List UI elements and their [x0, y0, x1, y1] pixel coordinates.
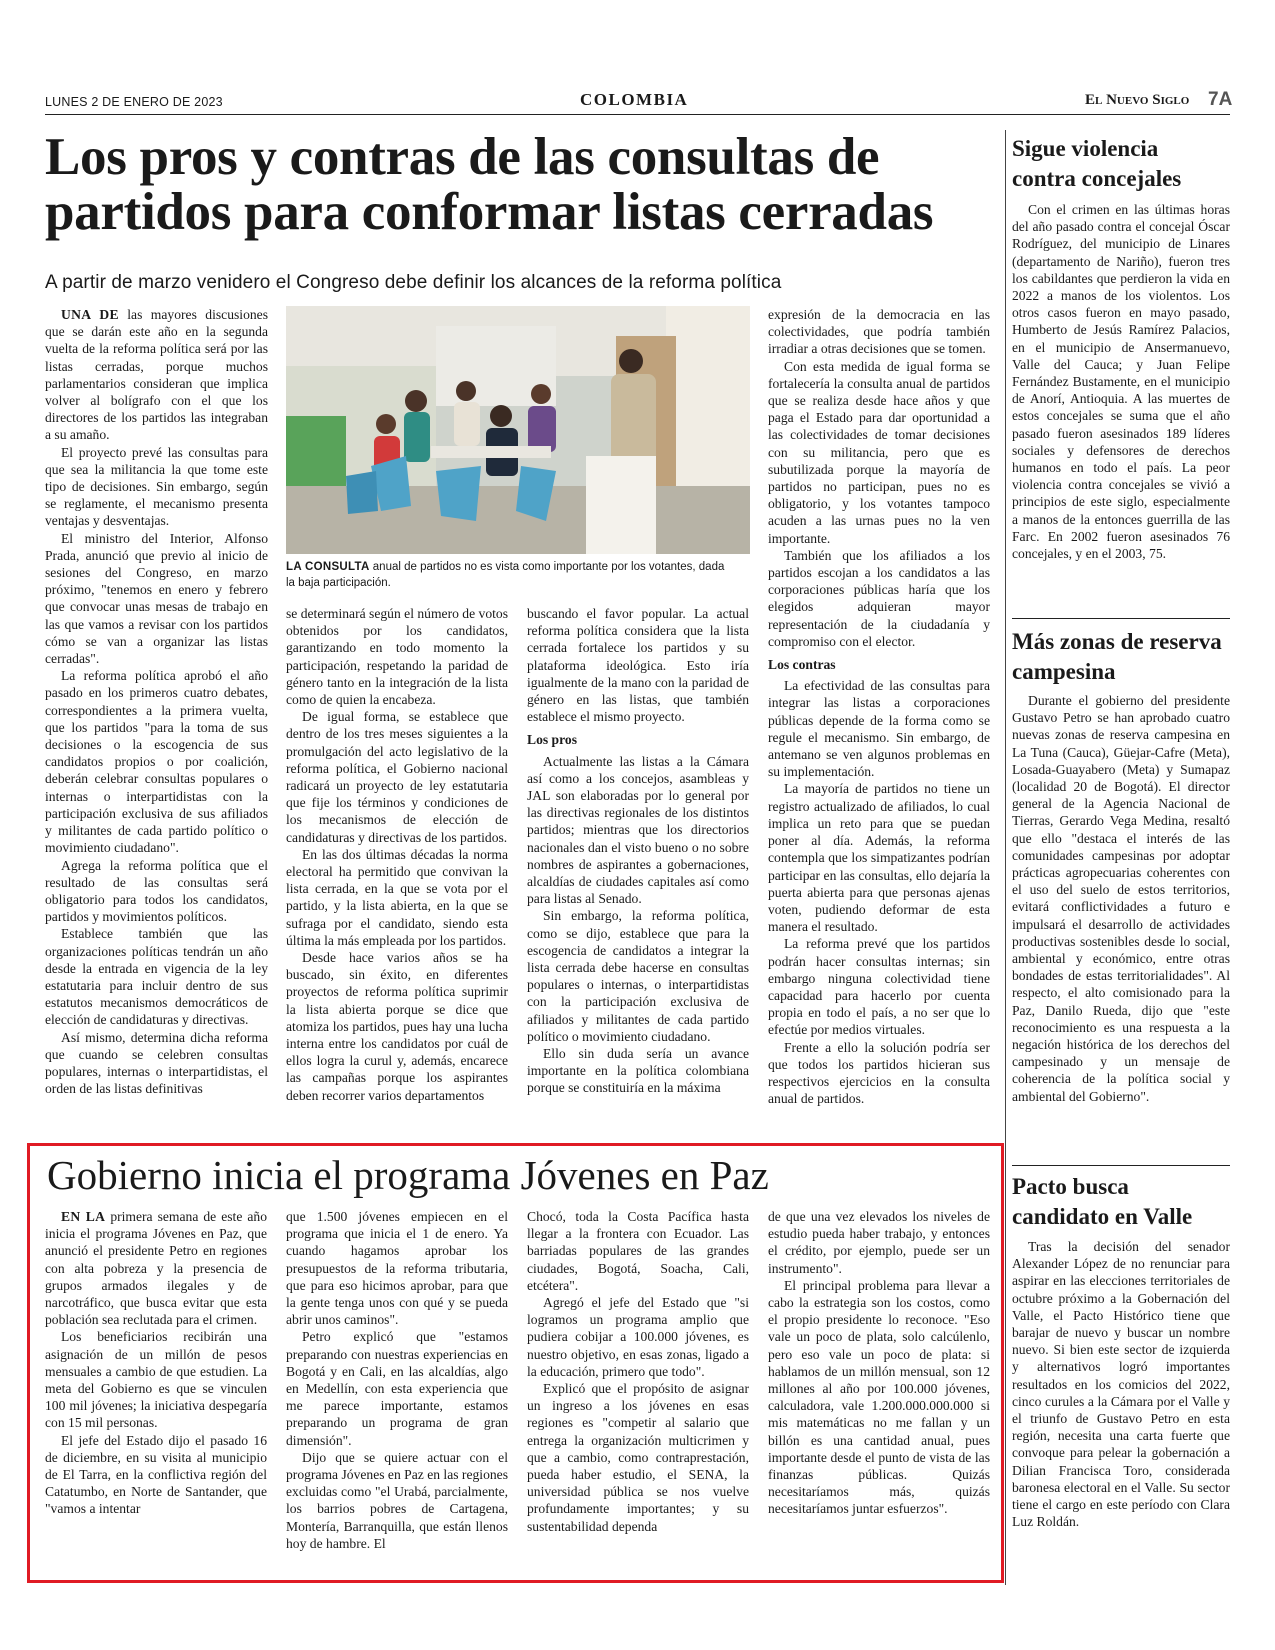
caption-lead: LA CONSULTA [286, 561, 370, 573]
article-paragraph [768, 935, 990, 1038]
article-paragraph [45, 530, 268, 668]
paragraph-text: se determinará según el número de votos obtenidos por los candidatos, garantizando en todo momento la participación, respetando la paridad de género tanto en la integración de la lista como de quien la encabeza. [286, 606, 508, 708]
paragraph-text: Así mismo, determina dicha reforma que cuando se celebren consultas populares, internas o interpartidistas, el orden de las listas definitivas [45, 1029, 268, 1097]
paragraph-text: Actualmente las listas a la Cámara así como a los concejos, asambleas y JAL son elaboradas por lo general por las directivas regionales de los distintos partidos; mientras que los directorios nacionales dan el visto bueno o no sobre nombres de aspirantes a gobernaciones, alcaldías de ciudades capitales así como para listas al Senado. [527, 753, 749, 907]
article-paragraph [45, 1432, 267, 1518]
article-paragraph [286, 949, 508, 1104]
paragraph-text: buscando el favor popular. La actual reforma política considera que la lista cerrada fortalece los partidos y su plataforma ideológica. Esto iría igualmente de la mano con la paridad de género en las listas, que también establece el mismo proyecto. [527, 606, 749, 725]
main-column-2 [286, 605, 508, 1135]
paragraph-text: Los beneficiarios recibirán una asignación de un millón de pesos mensuales a cambio de que estudien. La meta del Gobierno es que se vinculen 100 mil jóvenes; la iniciativa despegaría con 15 mil personas. [45, 1329, 267, 1431]
polling-station-photo [286, 306, 750, 554]
subheading: Los contras [768, 657, 836, 673]
sidebar-divider-2 [1012, 1165, 1230, 1166]
paragraph-text: de que una vez elevados los niveles de estudio pueda haber trabajo, y entonces el crédito, por ejemplo, puede ser un instrumento". [768, 1209, 990, 1276]
paragraph-text: las mayores discusiones que se darán este año en la segunda vuelta de la reforma política será por las listas cerradas, porque muchos parlamentarios consideran que implica volver al bolígrafo con el que los directores de los partidos las integraban a su amaño. [45, 307, 268, 443]
paragraph-text: Dijo que se quiere actuar con el programa Jóvenes en Paz en las regiones excluidas como "el Urabá, parcialmente, los barrios pobres de Cartagena, Montería, Barranquilla, que están llenos hoy de hambre. El [286, 1449, 508, 1551]
article-paragraph [768, 1277, 990, 1518]
sidebar-divider-1 [1012, 618, 1230, 619]
article-paragraph [286, 1328, 508, 1448]
paragraph-text: La reforma política aprobó el año pasado en los primeros cuatro debates, correspondientes a la primera vuelta, que los partidos "para la toma de sus decisiones o la escogencia de sus candidatos propios o por coalición, deberán celebrar consultas populares o internas o interpartidistas con la participación exclusiva de sus afiliados y militantes de cada partido político o movimiento ciudadano". [45, 668, 268, 856]
sidebar-paragraph-2: Durante el gobierno del presidente Gustavo Petro se han aprobado cuatro nuevas zonas de reserva campesina en La Tuna (Cauca), Güejar-Cafre (Meta), Losada-Guayabero (Meta) y Sumapaz (localidad 20 de Bogotá). El director general de la Agencia Nacional de Tierras, Gerardo Vega Medina, resaltó que ello "destaca el interés de las comunidades campesinas por adoptar prácticas agropecuarias coherentes con el uso del suelo de estos territorios, evitará conflictividades a futuro e impulsará el desarrollo de actividades productivas sostenibles desde lo social, ambiental y económico, entre otras bondades de estas territorialidades". Al respecto, el alto comisionado para la Paz, Danilo Rueda, dijo que "este reconocimiento es una respuesta a la negación histórica de los derechos del campesinado y un mensaje de coherencia de la política social y ambiental del Gobierno". [1012, 693, 1230, 1104]
paragraph-text: Establece también que las organizaciones políticas tendrán un año desde la entrada en vigencia de la ley estatutaria para incluir dentro de sus estatutos mecanismos democráticos de elección de candidaturas y directivas. [45, 926, 268, 1028]
article-paragraph [45, 306, 268, 444]
paragraph-text: Ello sin duda sería un avance importante en la política colombiana porque se constituiría en la máxima [527, 1046, 749, 1096]
sidebar-headline-1: Sigue violencia contra concejales [1012, 136, 1182, 191]
paragraph-text: Agrega la reforma política que el resultado de las consultas será obligatorio para todos los candidatos, partidos y movimientos políticos. [45, 857, 268, 925]
sidebar-text-3 [1012, 1238, 1230, 1583]
paragraph-text: Frente a ello la solución podría ser que todos los partidos hicieran sus respectivos ejercicios en la consulta anual de partidos. [768, 1039, 990, 1107]
paragraph-text: La efectividad de las consultas para integrar las listas a corporaciones públicas depende de la forma como se regule el mecanismo. Sin embargo, de antemano se ven algunos problemas en su implementación. [768, 678, 990, 780]
photo-caption [286, 559, 736, 591]
header-rule [45, 114, 1230, 115]
article-paragraph [45, 857, 268, 926]
newspaper-name: El Nuevo Siglo [1085, 92, 1190, 108]
paragraph-text: primera semana de este año inicia el programa Jóvenes en Paz, que anunció el presidente Petro en regiones con alta pobreza y la presencia de grupos armados ilegales y de narcotráfico, que busca evitar que esta población sea reclutada para el crimen. [45, 1209, 267, 1328]
article-paragraph [45, 667, 268, 856]
main-column-1 [45, 306, 268, 1135]
sidebar-rule [1005, 130, 1006, 1585]
paragraph-text: Con esta medida de igual forma se fortalecería la consulta anual de partidos que se realiza desde hace años y que paga el Estado para dar oportunidad a las colectividades de tomar decisiones con su militancia, pero que es subutilizada porque la mayoría de partidos no participan, pues no es obligatorio, y los votantes tampoco acuden a las urnas pues no la ven importante. [768, 358, 990, 546]
lead-in: EN LA [61, 1209, 106, 1224]
main-column-3 [527, 605, 749, 1135]
paragraph-text: También que los afiliados a los partidos escojan a los candidatos a las corporaciones públicas haría que los elegidos adquieran mayor representación de la ciudadanía y compromiso con el elector. [768, 547, 990, 649]
article-paragraph [45, 925, 268, 1028]
main-deck: A partir de marzo venidero el Congreso debe definir los alcances de la reforma política [45, 272, 782, 293]
paragraph-text: Desde hace varios años se ha buscado, sin éxito, en diferentes proyectos de reforma política suprimir la lista abierta porque se dice que atomiza los partidos, pues hay una lucha interna entre los candidatos por cuál de ellos logra la curul y, además, encarece las campañas porque los aspirantes deben recorrer varios departamentos [286, 950, 508, 1103]
paragraph-text: Explicó que el propósito de asignar un ingreso a los jóvenes en esas regiones es "competir al salario que entrega la organización multicrimen y que a cambio, como contraprestación, pueda haber estudio, el SENA, la universidad pública se nos vuelve profundamente importantes; y su sustentabilidad dependa [527, 1381, 749, 1534]
paragraph-text: La mayoría de partidos no tiene un registro actualizado de afiliados, lo cual implica un reto para que se puedan poner al día. Además, la reforma contempla que los simpatizantes podrían participar en las consultas, ello dejaría la puerta abierta para que personas ajenas voten, pudiendo deformar de esta manera el resultado. [768, 781, 990, 935]
article-paragraph [527, 753, 749, 908]
article-paragraph [768, 780, 990, 935]
lead-in: UNA DE [61, 307, 119, 322]
article-paragraph [527, 907, 749, 1045]
article-paragraph [286, 708, 508, 846]
article-paragraph [45, 1029, 268, 1098]
sidebar-text-1 [1012, 201, 1230, 611]
main-column-4 [768, 306, 990, 1135]
paragraph-text: Chocó, toda la Costa Pacífica hasta llegar a la frontera con Ecuador. Las barriadas populares de las grandes ciudades, Bogotá, Soacha, Cali, etcétera". [527, 1209, 749, 1293]
paragraph-text: Agregó el jefe del Estado que "si logramos un programa amplio que pudiera cobijar a 100.000 jóvenes, es nuestro objetivo, en esas zonas, ligado a la educación, primero que todo". [527, 1295, 749, 1379]
paragraph-text: La reforma prevé que los partidos podrán hacer consultas internas; sin embargo ninguna colectividad tiene capacidad para hacerlo por cuenta propia en todo el país, a no ser que lo efectúe por medios virtuales. [768, 936, 990, 1038]
subheading: Los pros [527, 732, 577, 748]
article-paragraph [286, 1449, 508, 1552]
bottom-column-2 [286, 1208, 508, 1576]
issue-date: LUNES 2 DE ENERO DE 2023 [45, 95, 223, 109]
article-paragraph [527, 1380, 749, 1535]
article-paragraph [286, 605, 508, 708]
sidebar-headline-3: Pacto busca candidato en Valle [1012, 1174, 1193, 1229]
article-paragraph [527, 605, 749, 725]
bottom-column-3 [527, 1208, 749, 1576]
article-paragraph [768, 547, 990, 650]
sidebar-paragraph-3: Tras la decisión del senador Alexander López de no renunciar para aspirar en las elecciones territoriales de octubre próximo a la Gobernación del Valle, el Pacto Histórico tiene que barajar de nuevo y buscar un nombre nuevo. Si bien este sector de izquierda y alternativos logró importantes resultados en los comicios del 2022, cinco curules a la Cámara por el Valle y el triunfo de Gustavo Petro en esta región, necesita una carta fuerte que convoque para pelear la gobernación a Dilian Francisca Toro, considerada baronesa electoral en el Valle. Su sector tiene el cargo en este período con Clara Luz Roldán. [1012, 1239, 1230, 1530]
paragraph-text: Sin embargo, la reforma política, como se dijo, establece que para la escogencia de candidatos a integrar la lista cerrada debe hacerse en consultas populares o internas, o interpartidistas con la participación exclusiva de afiliados y militantes de cada partido político o movimiento ciudadano. [527, 908, 749, 1044]
paragraph-text: En las dos últimas décadas la norma electoral ha permitido que convivan la lista cerrada, en la que se vota por el partido, y la lista abierta, en la que se sufraga por el candidato, siendo esta última la más empleada por los partidos. [286, 846, 508, 948]
paragraph-text: expresión de la democracia en las colectividades, que podría también irradiar a otras decisiones que se tomen. [768, 307, 990, 357]
article-paragraph [286, 1208, 508, 1328]
sidebar-text-2 [1012, 692, 1230, 1162]
bottom-headline: Gobierno inicia el programa Jóvenes en Paz [47, 1152, 769, 1198]
article-paragraph [768, 1039, 990, 1108]
article-paragraph [45, 1328, 267, 1431]
paragraph-text: De igual forma, se establece que dentro de los tres meses siguientes a la promulgación del acto legislativo de la reforma política, el Gobierno nacional radicará un proyecto de ley estatutaria que fije los términos y condiciones de los mecanismos de elección de candidaturas y directivas de los partidos. [286, 709, 508, 845]
article-paragraph [768, 677, 990, 780]
paragraph-text: El jefe del Estado dijo el pasado 16 de diciembre, en su visita al municipio de El Tarra, en la conflictiva región del Catatumbo, en Norte de Santander, que "vamos a intentar [45, 1432, 267, 1517]
article-paragraph [768, 306, 990, 358]
article-paragraph [45, 1208, 267, 1328]
article-paragraph [286, 846, 508, 949]
caption-text: anual de partidos no es vista como importante por los votantes, dada la baja participación. [286, 561, 725, 589]
main-headline: Los pros y contras de las consultas de partidos para conformar listas cerradas [45, 128, 934, 241]
sidebar-paragraph-1: Con el crimen en las últimas horas del año pasado contra el concejal Óscar Rodríguez, del municipio de Linares (departamento de Nariño), fueron tres los cabildantes que perdieron la vida en 2022 a manos de los violentos. Los otros casos fueron en mayo pasado, Humberto de Jesús Ramírez Palacios, en el municipio de Ansermanuevo, Valle del Cauca; y Juan Felipe Fernández Bustamente, en el municipio de Anorí, Antioquia. A las muertes de estos concejales se suma que el año pasado fueron asesinados 189 líderes sociales y defensores de derechos humanos en todo el país. La peor violencia contra concejales se vivió a principios de este siglo, especialmente a manos de la entonces guerrilla de las Farc. En 2002 fueron asesinados 76 concejales, y en el 2003, 75. [1012, 202, 1230, 562]
paragraph-text: El principal problema para llevar a cabo la estrategia son los costos, como el propio presidente lo reconoce. "Eso vale un poco de plata, solo calcúlenlo, pero eso vale un poco de plata: si hablamos de un millón mensual, son 12 millones al año por 100.000 jóvenes, calculadora, vale 1.200.000.000.000 si mis matemáticas no me fallan y un billón es una cantidad anual, pues importante desde el punto de vista de las finanzas públicas. Quizás necesitaríamos más, quizás necesitaríamos juntar esfuerzos". [768, 1277, 990, 1517]
article-paragraph [768, 358, 990, 547]
article-paragraph [45, 444, 268, 530]
article-paragraph [768, 1208, 990, 1277]
page-number: 7A [1208, 89, 1233, 110]
paragraph-text: Petro explicó que "estamos preparando con nuestras experiencias en Bogotá y en Cali, en las alcaldías, algo en Medellín, con esta experiencia que me parece importante, estamos preparando un programa de gran dimensión". [286, 1329, 508, 1448]
paragraph-text: El ministro del Interior, Alfonso Prada, anunció que previo al inicio de sesiones del Congreso, en marzo próximo, "tenemos en enero y febrero que convocar unas mesas de trabajo en las que vamos a revisar con los partidos cómo se van a organizar las listas cerradas". [45, 530, 268, 667]
bottom-column-1 [45, 1208, 267, 1576]
paragraph-text: El proyecto prevé las consultas para que sea la militancia la que tome este tipo de decisiones. Sin embargo, según se reglamente, el mecanismo presenta ventajas y desventajas. [45, 444, 268, 529]
paragraph-text: que 1.500 jóvenes empiecen en el programa que inicia el 1 de enero. Ya cuando hagamos aprobar los presupuestos de la reforma tributaria, que para eso hicimos aprobar, para que la gente tenga unos con qué y se pueda abrir unos caminos". [286, 1209, 508, 1328]
article-paragraph [527, 1045, 749, 1097]
news-photo [286, 306, 750, 554]
section-name: COLOMBIA [580, 90, 689, 109]
sidebar-headline-2: Más zonas de reserva campesina [1012, 629, 1222, 684]
article-paragraph [527, 1294, 749, 1380]
bottom-column-4 [768, 1208, 990, 1576]
article-paragraph [527, 1208, 749, 1294]
